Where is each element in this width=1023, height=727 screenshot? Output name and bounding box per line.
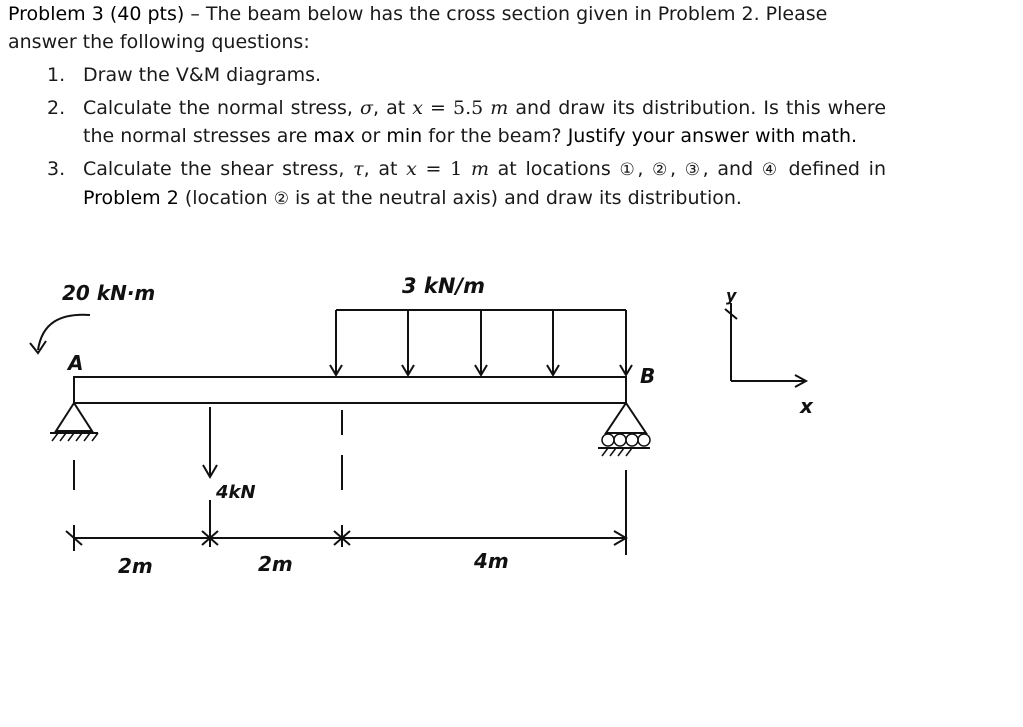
intro-line-1: The beam below has the cross section given in Problem 2. Please xyxy=(205,3,828,25)
question-2-text-b: , at xyxy=(372,97,413,119)
beam-diagram xyxy=(0,255,1023,595)
reference-lines xyxy=(74,410,626,555)
question-3-text-c: at locations xyxy=(488,158,620,180)
sep-2: , xyxy=(670,158,685,180)
location-1: ① xyxy=(619,160,638,180)
problem-document xyxy=(8,0,1013,218)
location-4: ④ xyxy=(761,160,780,180)
support-a-label: A xyxy=(68,351,84,375)
justify-text: Justify your answer with math. xyxy=(567,125,858,147)
location-2: ② xyxy=(652,160,671,180)
x-value-2: = 1 xyxy=(416,158,471,180)
location-2b: ② xyxy=(273,189,289,209)
dim-label-1: 2m xyxy=(118,554,153,578)
x-variable-2: x xyxy=(406,158,417,180)
sigma-symbol: σ xyxy=(360,97,373,119)
dimension-line xyxy=(66,500,626,551)
distributed-load-label: 3 kN/m xyxy=(402,274,486,298)
question-3-text-e: (location xyxy=(178,187,274,209)
question-2-text-c: and draw its distribution. Is this where the normal stresses are xyxy=(83,97,887,147)
sep-1: , xyxy=(637,158,653,180)
question-3-text-f: is at the neutral axis) and draw its distribution. xyxy=(288,187,742,209)
title-dash: – xyxy=(184,3,206,25)
question-3-text-b: , at xyxy=(363,158,407,180)
and-word: , and xyxy=(702,158,762,180)
problem-title: Problem 3 (40 pts) xyxy=(8,3,185,25)
pin-support-icon xyxy=(50,403,98,441)
axis-x-label: x xyxy=(800,394,813,418)
question-2-text-a: Calculate the normal stress, xyxy=(83,97,360,119)
moment-arrow-icon xyxy=(38,315,90,350)
x-variable: x xyxy=(412,97,423,119)
axis-y-label: y xyxy=(726,286,737,305)
dim-label-2: 2m xyxy=(258,552,293,576)
beam xyxy=(74,377,626,403)
coordinate-axes-icon xyxy=(725,303,806,387)
question-3 xyxy=(47,155,886,213)
question-list xyxy=(8,61,1013,213)
point-load-arrow-icon xyxy=(203,407,217,477)
question-2-text-d: for the beam? xyxy=(422,125,568,147)
min-word: min xyxy=(386,125,423,147)
max-word: max xyxy=(313,125,355,147)
unit-m-2: m xyxy=(470,158,489,180)
moment-label: 20 kN·m xyxy=(62,281,156,305)
problem-2-ref: Problem 2 xyxy=(83,187,179,209)
question-1-number: 1. xyxy=(47,64,66,86)
or-word: or xyxy=(354,125,387,147)
problem-header xyxy=(8,0,1013,56)
support-b-label: B xyxy=(640,364,656,388)
x-value: = 5.5 xyxy=(422,97,491,119)
question-3-text-a: Calculate the shear stress, xyxy=(83,158,354,180)
dim-label-3: 4m xyxy=(474,549,509,573)
location-3: ③ xyxy=(684,160,703,180)
intro-line-2: answer the following questions: xyxy=(8,31,310,53)
point-load-label: 4kN xyxy=(216,482,256,503)
question-2-number: 2. xyxy=(47,97,66,119)
unit-m: m xyxy=(490,97,509,119)
tau-symbol: τ xyxy=(353,158,364,180)
question-3-text-d: defined in xyxy=(779,158,886,180)
roller-support-icon xyxy=(598,403,650,456)
question-1 xyxy=(47,61,886,89)
distributed-load-arrows-icon xyxy=(330,310,632,375)
question-3-number: 3. xyxy=(47,158,66,180)
question-1-text: Draw the V&M diagrams. xyxy=(83,64,322,86)
question-2 xyxy=(47,94,887,150)
